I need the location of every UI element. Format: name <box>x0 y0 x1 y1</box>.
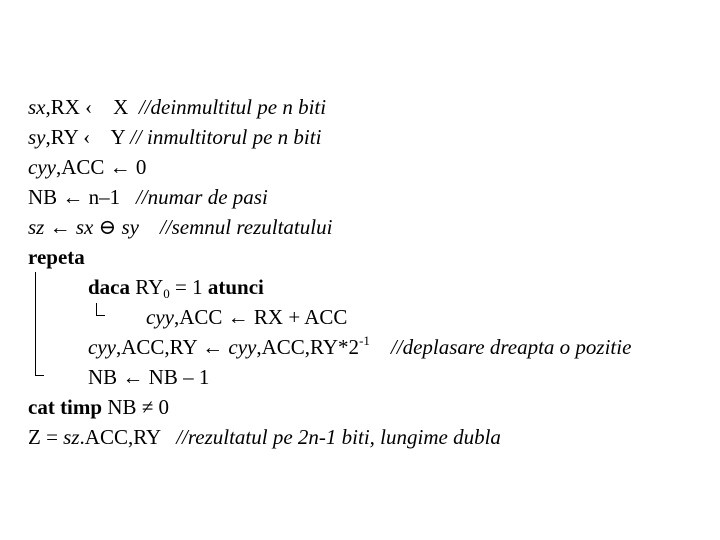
text-run <box>370 335 391 359</box>
text-run: 0 <box>163 286 170 301</box>
text-run: //deplasare dreapta o pozitie <box>390 335 632 359</box>
loop-bracket-line <box>35 272 36 375</box>
code-line-4 <box>28 182 268 212</box>
text-run: ← <box>44 215 76 239</box>
text-run: NB ← NB – 1 <box>88 365 210 389</box>
text-run: // inmultitorul pe n biti <box>130 125 322 149</box>
text-run: Z = <box>28 425 64 449</box>
text-run: cyy <box>88 335 116 359</box>
if-bracket-end <box>96 315 105 316</box>
text-run: cat timp <box>28 395 103 419</box>
text-run: -1 <box>359 333 370 348</box>
text-run: repeta <box>28 245 85 269</box>
code-line-8 <box>146 302 347 332</box>
text-run: ⊖ <box>93 215 122 239</box>
text-run: daca <box>88 275 130 299</box>
code-line-10 <box>88 362 209 392</box>
text-run: NB ≠ 0 <box>102 395 170 419</box>
text-run: sx <box>28 95 46 119</box>
code-line-7 <box>88 272 264 302</box>
text-run: sz <box>63 425 80 449</box>
code-line-5 <box>28 212 332 242</box>
text-run: sy <box>121 215 139 239</box>
code-line-12 <box>28 422 501 452</box>
code-line-9 <box>88 332 631 362</box>
code-line-1 <box>28 92 326 122</box>
text-run: //numar de pasi <box>135 185 268 209</box>
text-run: ,RY ‹ Y <box>45 125 131 149</box>
code-line-6 <box>28 242 85 272</box>
text-run: = 1 <box>169 275 208 299</box>
loop-bracket-end <box>35 375 44 376</box>
text-run: cyy <box>146 305 174 329</box>
text-run: cyy <box>228 335 257 359</box>
code-line-2 <box>28 122 321 152</box>
text-run: ,RX ‹ X <box>45 95 139 119</box>
text-run: RY <box>130 275 164 299</box>
text-run: ,ACC ← 0 <box>55 155 147 179</box>
text-run: //semnul rezultatului <box>159 215 333 239</box>
text-run: sy <box>28 125 46 149</box>
code-line-3 <box>28 152 146 182</box>
text-run: ,ACC ← RX + ACC <box>173 305 348 329</box>
if-bracket-line <box>96 303 97 315</box>
text-run: .ACC,RY <box>79 425 177 449</box>
text-run: cyy <box>28 155 56 179</box>
text-run: //deinmultitul pe n biti <box>138 95 327 119</box>
code-line-11 <box>28 392 169 422</box>
text-run: ,ACC,RY ← <box>115 335 229 359</box>
text-run: sz <box>28 215 45 239</box>
text-run: sx <box>75 215 94 239</box>
text-run: atunci <box>207 275 264 299</box>
text-run: NB ← n–1 <box>28 185 136 209</box>
text-run <box>139 215 160 239</box>
text-run: ,ACC,RY*2 <box>256 335 360 359</box>
text-run: //rezultatul pe 2n-1 biti, lungime dubla <box>176 425 501 449</box>
